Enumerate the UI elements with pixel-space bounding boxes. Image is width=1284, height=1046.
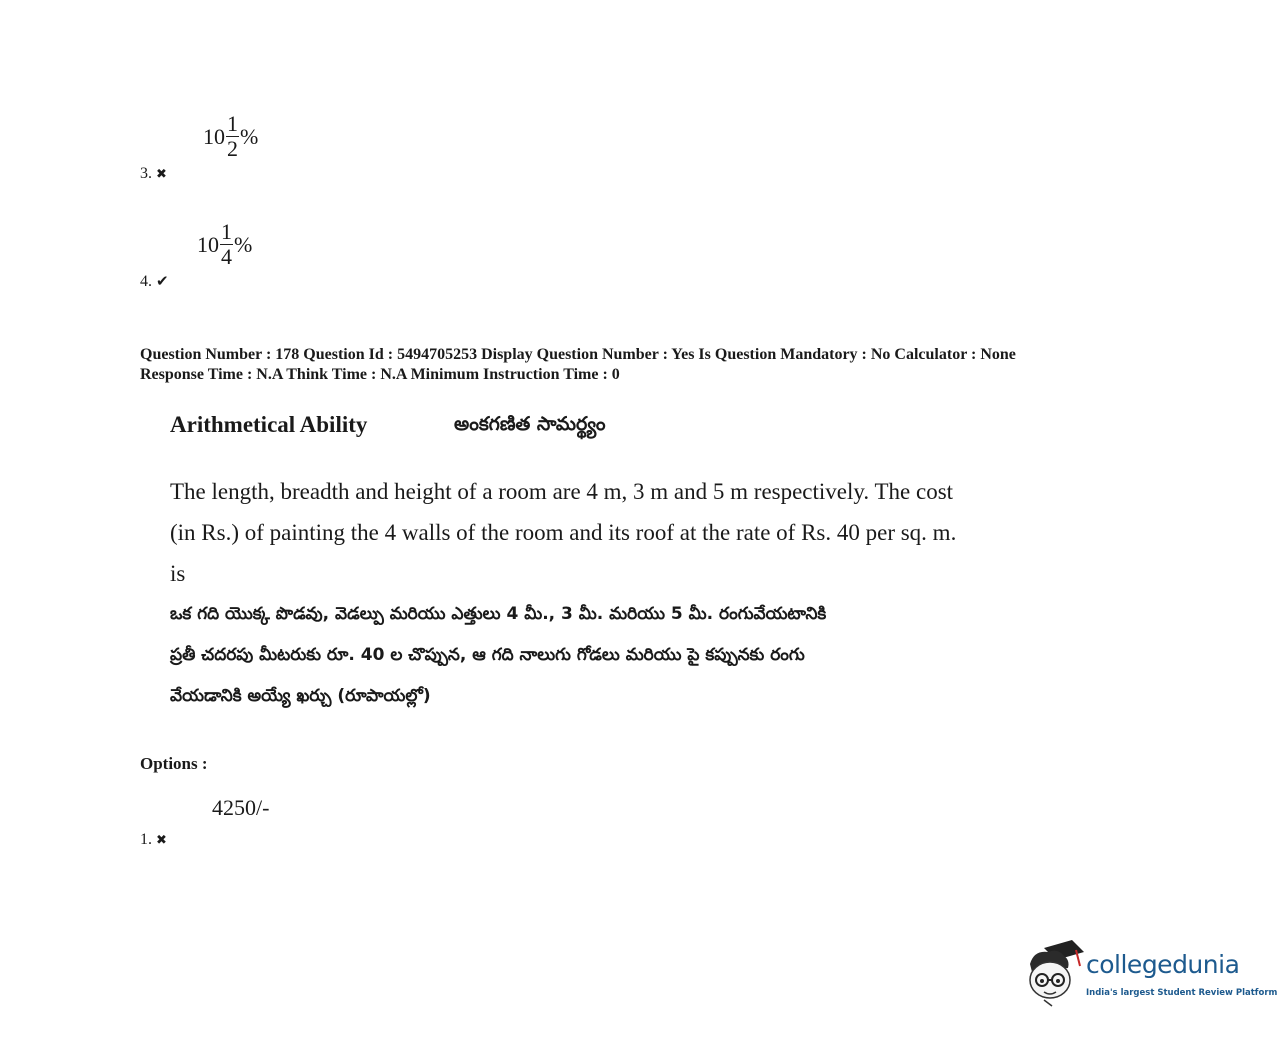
brand-tagline: India's largest Student Review Platform	[1086, 988, 1278, 998]
option-4-suffix: %	[234, 231, 253, 257]
cross-icon: ✖	[156, 166, 167, 181]
option-4-denominator: 4	[221, 244, 232, 269]
mascot-icon	[1024, 938, 1086, 1010]
option-4-number: 4.	[140, 272, 152, 290]
question-text-te-line3: వేయడానికి అయ్యే ఖర్చు (రూపాయల్లో)	[170, 686, 431, 706]
option-4-label	[140, 272, 169, 291]
question-text-te-line1: ఒక గది యొక్క పొడవు, వెడల్పు మరియు ఎత్తులు 4 మీ., 3 మీ. మరియు 5 మీ. రంగువేయటానికి	[170, 604, 827, 624]
section-title-en: Arithmetical Ability	[170, 412, 368, 437]
section-title-te: అంకగణిత సామర్థ్యం	[454, 413, 606, 435]
question-meta-line2: Response Time : N.A Think Time : N.A Minimum Instruction Time : 0	[140, 366, 620, 383]
option-3-denominator: 2	[227, 136, 238, 161]
option-1-number: 1.	[140, 831, 152, 848]
option-4-numerator: 1	[221, 219, 232, 244]
brand-name: collegedunia	[1086, 950, 1240, 979]
collegedunia-watermark	[1024, 938, 1278, 1014]
option-1-label	[140, 831, 167, 849]
option-3-suffix: %	[240, 123, 259, 149]
cross-icon: ✖	[156, 832, 167, 847]
options-label: Options :	[140, 754, 208, 773]
option-3-fraction	[226, 113, 239, 160]
question-text-te-line2: ప్రతీ చదరపు మీటరుకు రూ. 40 ల చొప్పున, ఆ గది నాలుగు గోడలు మరియు పై కప్పునకు రంగు	[170, 645, 805, 665]
option-3-numerator: 1	[227, 111, 238, 136]
check-icon: ✔	[156, 274, 169, 290]
option-4-whole: 10	[197, 231, 219, 257]
question-text-en-line3: is	[170, 561, 186, 586]
question-text	[170, 471, 1000, 717]
option-3-number: 3.	[140, 165, 152, 182]
option-4-value	[197, 221, 252, 268]
option-3-whole: 10	[203, 123, 225, 149]
option-3-value	[203, 113, 258, 160]
question-text-en-line1: The length, breadth and height of a room are 4 m, 3 m and 5 m respectively. The cost	[170, 479, 954, 504]
option-4-fraction	[220, 221, 233, 268]
option-3-label	[140, 165, 167, 183]
option-1-value: 4250/-	[212, 795, 270, 820]
question-meta-line1: Question Number : 178 Question Id : 5494705253 Display Question Number : Yes Is Question Mandatory : No Calculator : None	[140, 346, 1016, 363]
question-text-en-line2: (in Rs.) of painting the 4 walls of the room and its roof at the rate of Rs. 40 per sq. m.	[170, 520, 957, 545]
question-meta	[140, 345, 1140, 385]
